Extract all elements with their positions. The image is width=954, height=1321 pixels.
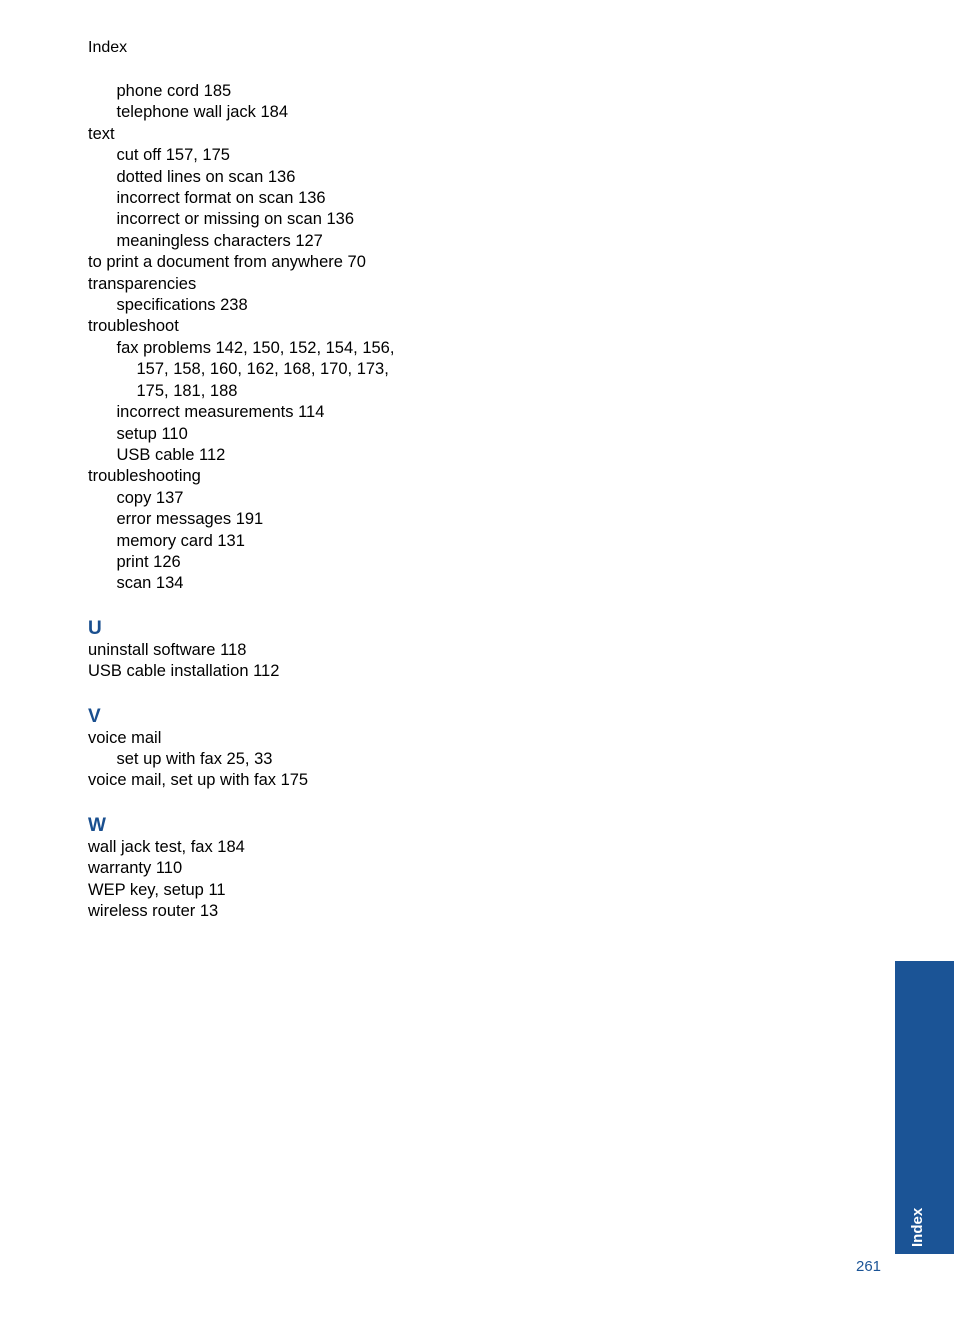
index-entry: set up with fax 25, 33 bbox=[116, 749, 273, 768]
running-head: Index bbox=[88, 39, 128, 56]
index-entry: setup 110 bbox=[116, 424, 188, 443]
index-entry: troubleshooting bbox=[88, 467, 201, 486]
index-entry: fax problems 142, 150, 152, 154, 156, 157, 158, 160, 162, 168, 170, 173, 175, 181, 188 bbox=[116, 338, 395, 400]
index-entry: text bbox=[88, 124, 115, 143]
continued-entries bbox=[88, 81, 418, 595]
index-entry: USB cable 112 bbox=[116, 445, 226, 464]
index-section-v bbox=[88, 705, 418, 792]
index-entry: WEP key, setup 11 bbox=[88, 880, 226, 899]
index-entry: scan 134 bbox=[116, 574, 184, 593]
section-letter: U bbox=[88, 617, 102, 639]
index-entry: uninstall software 118 bbox=[88, 640, 247, 659]
index-entry: incorrect measurements 114 bbox=[116, 403, 325, 422]
index-entry: telephone wall jack 184 bbox=[116, 103, 289, 122]
index-entry: to print a document from anywhere 70 bbox=[88, 253, 366, 272]
index-entry: voice mail, set up with fax 175 bbox=[88, 771, 309, 790]
index-entry: print 126 bbox=[116, 552, 181, 571]
index-entry: voice mail bbox=[88, 728, 162, 747]
index-entry: meaningless characters 127 bbox=[116, 231, 323, 250]
index-entry: warranty 110 bbox=[88, 859, 183, 878]
index-entry: USB cable installation 112 bbox=[88, 662, 280, 681]
index-section-u bbox=[88, 617, 418, 683]
side-tab-label: Index bbox=[909, 1207, 926, 1247]
index-column bbox=[88, 81, 418, 922]
index-entry: memory card 131 bbox=[116, 531, 245, 550]
index-entry: cut off 157, 175 bbox=[116, 146, 230, 165]
index-entry: wireless router 13 bbox=[88, 902, 219, 920]
index-entry: phone cord 185 bbox=[116, 82, 232, 100]
page-number: 261 bbox=[856, 1258, 882, 1275]
section-letter: V bbox=[88, 705, 101, 727]
index-section-w bbox=[88, 814, 418, 923]
index-entry: incorrect format on scan 136 bbox=[116, 189, 326, 208]
index-entry: copy 137 bbox=[116, 488, 184, 507]
index-entry: incorrect or missing on scan 136 bbox=[116, 210, 355, 229]
index-entry: troubleshoot bbox=[88, 317, 179, 336]
index-entry: transparencies bbox=[88, 274, 197, 293]
index-entry: dotted lines on scan 136 bbox=[116, 167, 296, 186]
index-entry: error messages 191 bbox=[116, 510, 264, 529]
index-entry: wall jack test, fax 184 bbox=[88, 837, 245, 856]
section-letter: W bbox=[88, 814, 106, 836]
index-entry: specifications 238 bbox=[116, 296, 248, 315]
